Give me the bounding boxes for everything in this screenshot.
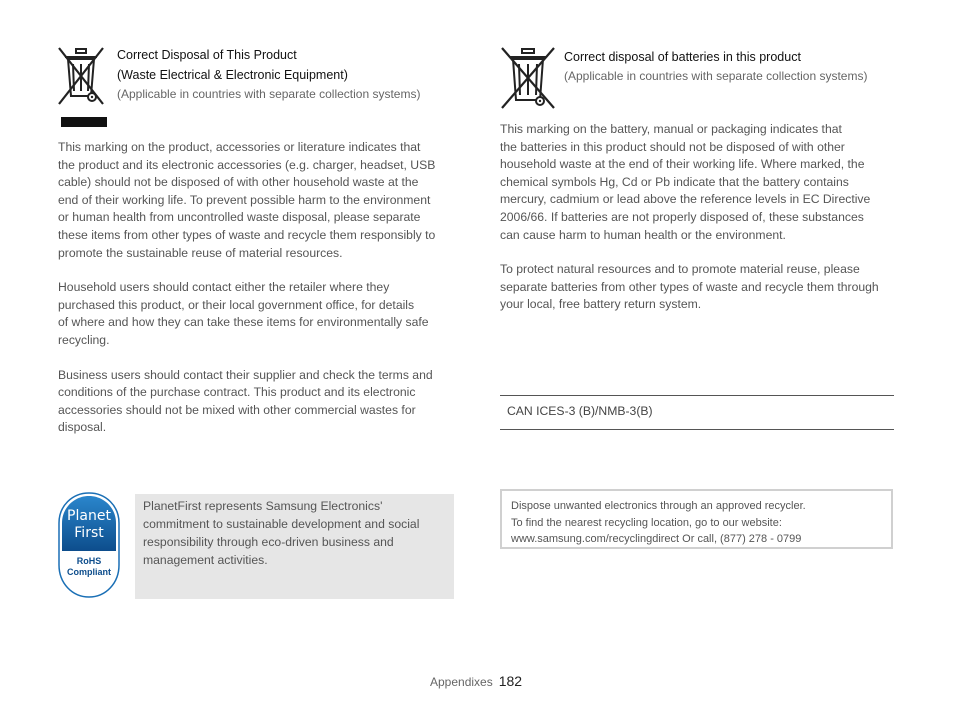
footer-section-label: Appendixes — [430, 675, 493, 689]
left-body — [58, 139, 458, 437]
rohs-label: RoHS — [76, 556, 102, 566]
planet-first-logo-line1: Planet — [67, 508, 111, 524]
page-number: 182 — [498, 673, 523, 689]
crossed-out-wheelie-bin-icon — [57, 46, 107, 106]
black-bar — [61, 117, 107, 127]
battery-paragraph-2: To protect natural resources and to promote material reuse, please separate batteries from other types of waste and recycle them through your local, free battery return system. — [500, 262, 879, 312]
can-ices-top-rule — [500, 395, 894, 396]
weee-title-line2: (Waste Electrical & Electronic Equipment) — [117, 68, 348, 82]
can-ices-label: CAN ICES-3 (B)/NMB-3(B) — [507, 404, 653, 418]
recycling-info-line3: www.samsung.com/recyclingdirect Or call, (877) 278 - 0799 — [511, 533, 802, 545]
battery-paragraph-1: This marking on the battery, manual or packaging indicates that the batteries in this product should not be disposed of with other household waste at the end of their working life. Where marked, the chemical symbols Hg, Cd or Pb indicate that the battery contains mercury, cadmium or lead above the reference levels in EC Directive 2006/66. If batteries are not properly disposed of, these substances can cause harm to human health or the environment. — [500, 122, 871, 242]
can-ices-bottom-rule — [500, 429, 894, 430]
right-body — [500, 121, 900, 314]
page-footer — [430, 673, 522, 689]
weee-paragraph-1: This marking on the product, accessories or literature indicates that the product and its electronic accessories (e.g. charger, headset, USB cable) should not be disposed of with other household waste at the end of their working life. To prevent possible harm to the environment or human health from uncontrolled waste disposal, please separate these items from other types of waste and recycle them responsibly to promote the sustainable reuse of material resources. — [58, 140, 436, 260]
recycling-info-line2: To find the nearest recycling location, go to our website: — [511, 516, 782, 529]
recycling-info-box — [500, 489, 893, 549]
planet-first-description: PlanetFirst represents Samsung Electronics' commitment to sustainable development and social responsibility through eco-driven business and management activities. — [143, 499, 420, 567]
recycling-info-line1: Dispose unwanted electronics through an approved recycler. — [511, 500, 806, 512]
weee-subtitle: (Applicable in countries with separate collection systems) — [117, 87, 421, 101]
weee-paragraph-3: Business users should contact their supplier and check the terms and conditions of the purchase contract. This product and its electronic accessories should not be mixed with other commercial wastes for disposal. — [58, 367, 433, 435]
battery-title: Correct disposal of batteries in this product — [564, 50, 801, 64]
weee-paragraph-2: Household users should contact either the retailer where they purchased this product, or their local government office, for details of where and how they can take these items for environmentally safe recycling. — [58, 280, 429, 347]
rohs-compliant-label: Compliant — [67, 567, 111, 577]
weee-title — [117, 45, 348, 85]
planet-first-logo-line2: First — [74, 525, 104, 541]
weee-title-line1: Correct Disposal of This Product — [117, 48, 297, 62]
battery-subtitle: (Applicable in countries with separate collection systems) — [564, 69, 868, 83]
planet-first-logo — [57, 491, 121, 599]
crossed-out-battery-bin-icon — [500, 46, 558, 112]
planet-first-description-box — [135, 494, 454, 599]
